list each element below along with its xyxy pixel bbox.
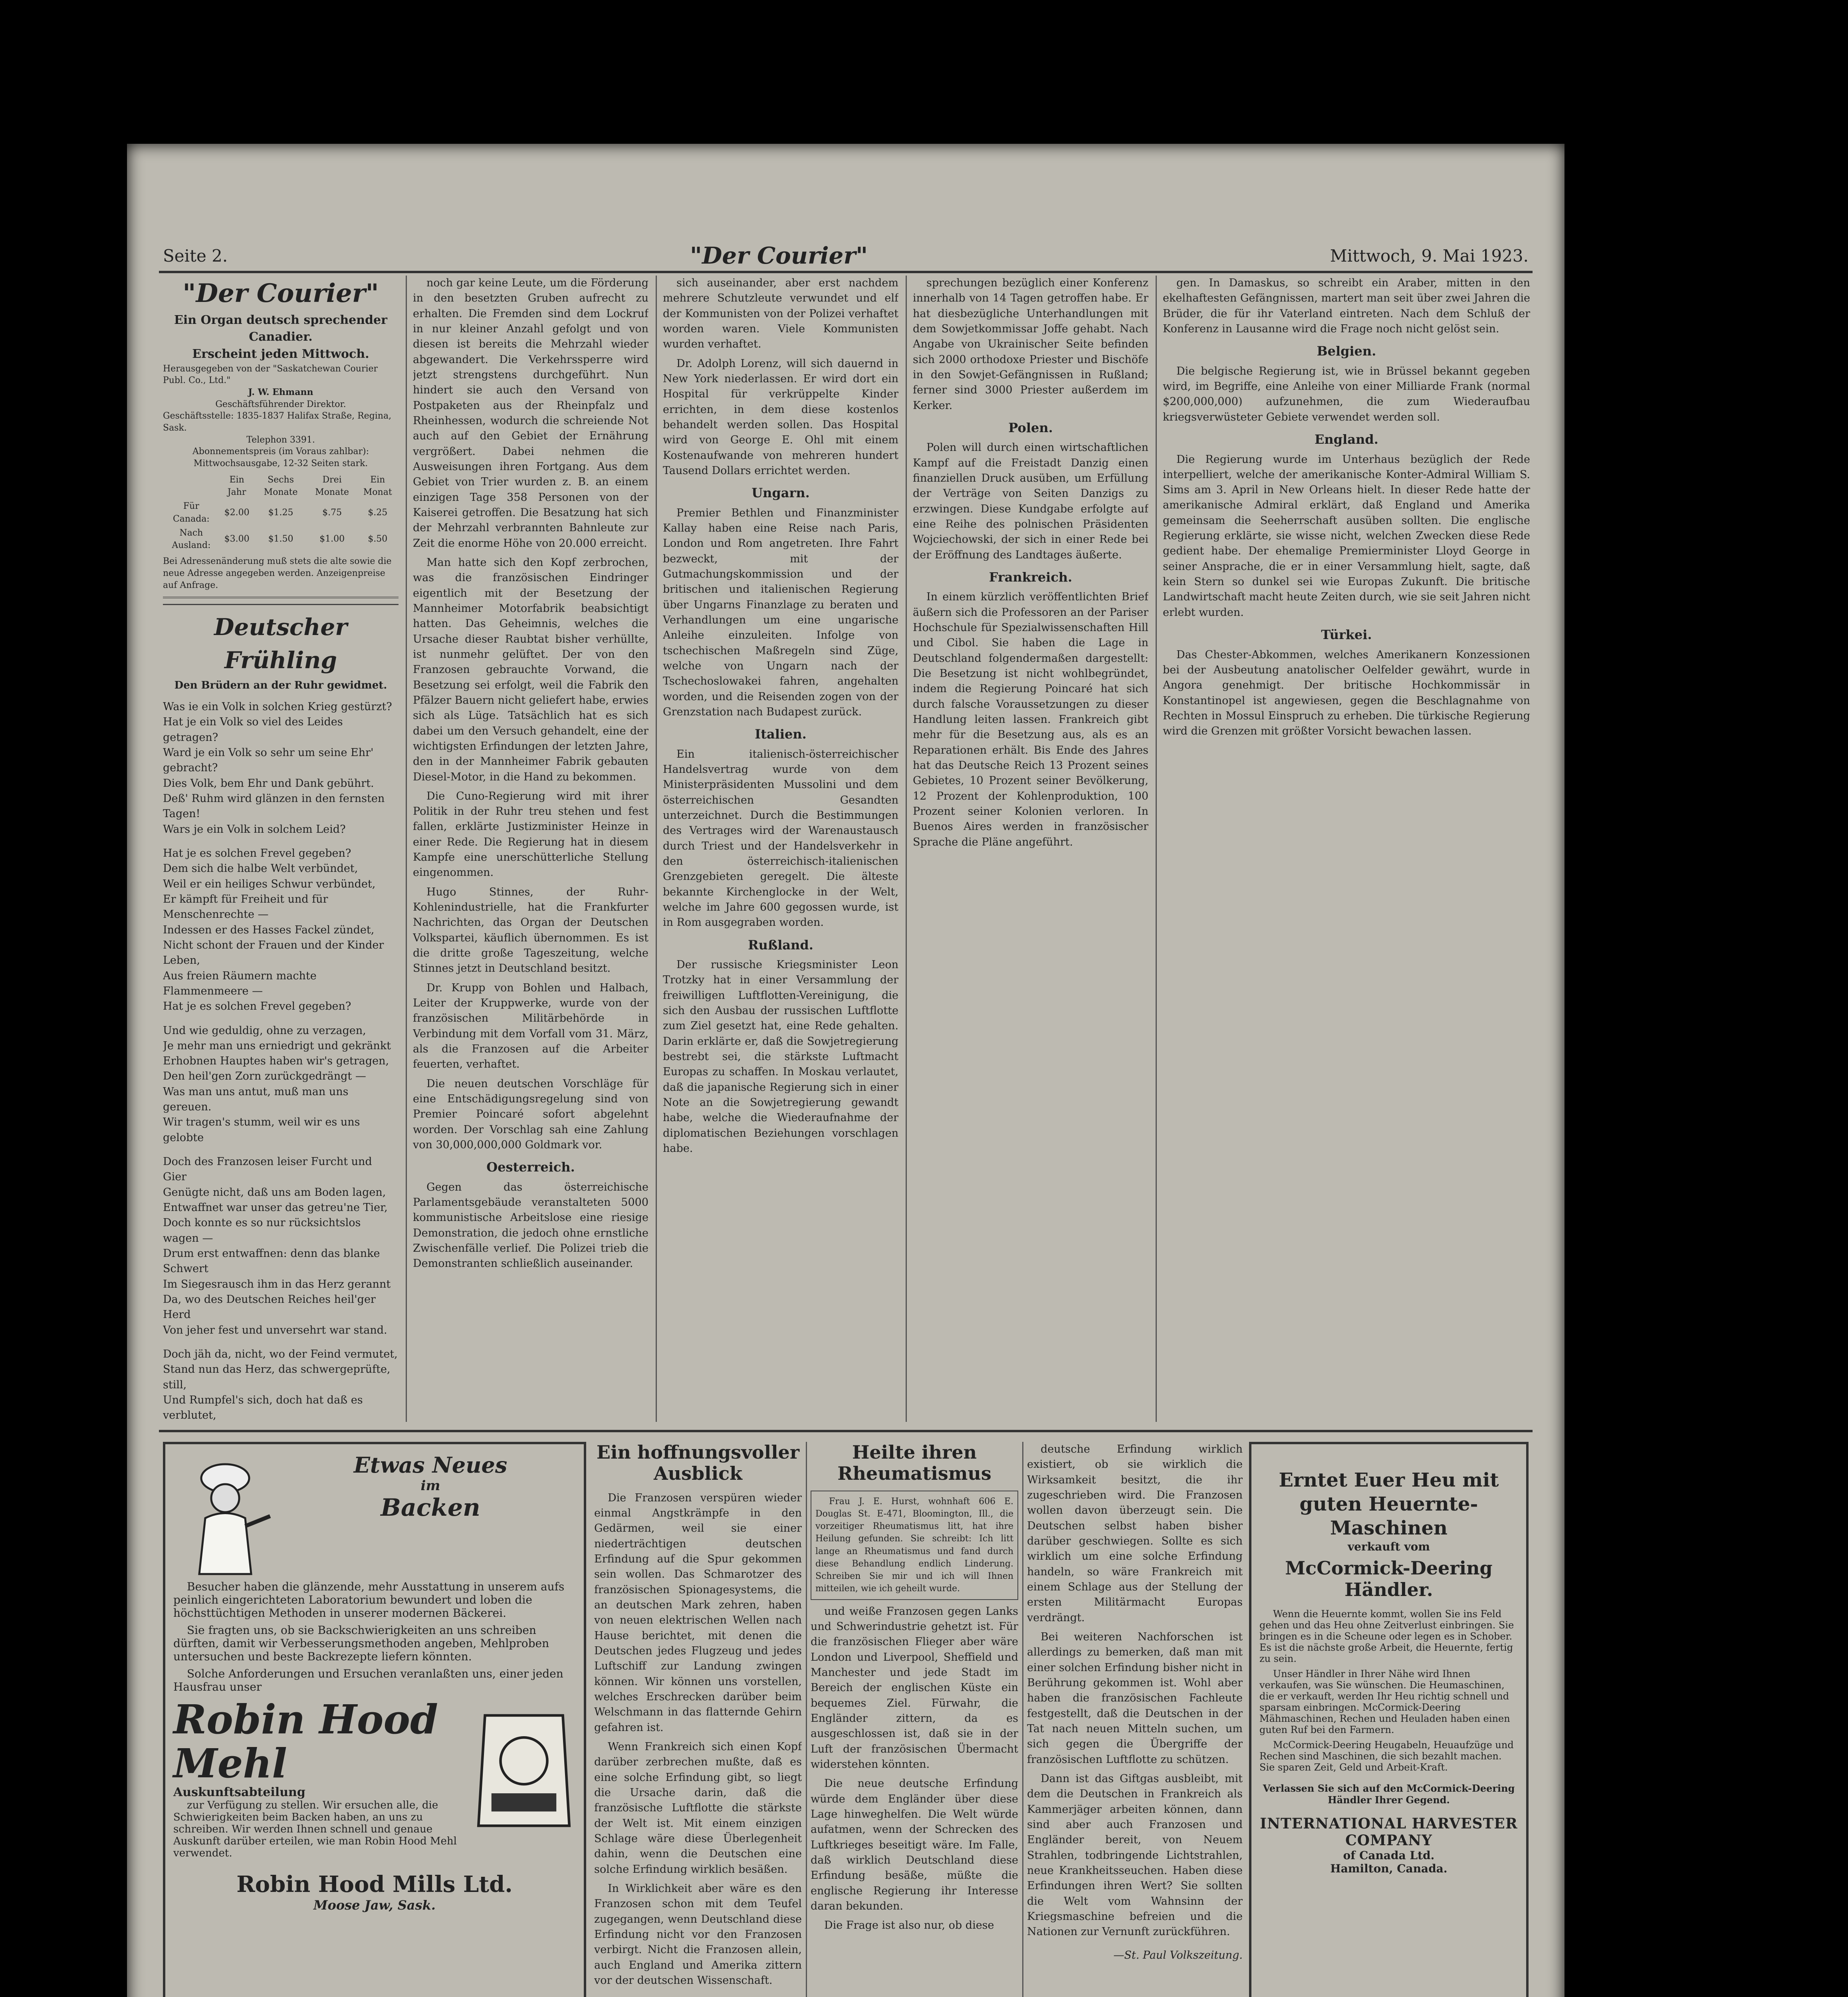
paragraph: Die Cuno-Regierung wird mit ihrer Politik in der Ruhr treu stehen und fest fallen, erklärte Justizminister Heinze in einer Rede. Die Regierung hat in diesem Kampfe eine unerschütterliche Stellung eingenommen. xyxy=(413,790,648,879)
column-5 xyxy=(1163,276,1530,1422)
poem-line: Entwaffnet war unser das getreu'ne Tier, xyxy=(163,1201,388,1214)
section-rule xyxy=(159,1430,1533,1432)
section-russland: Rußland. xyxy=(748,937,813,953)
table-cell: $1.25 xyxy=(268,507,293,518)
header-rule xyxy=(159,271,1533,273)
poem-line: Stand nun das Herz, das schwergeprüfte, still, xyxy=(163,1363,391,1391)
paragraph: Gegen das österreichische Parlamentsgebäude veranstalteten 5000 kommunistische Arbeitslose eine riesige Demonstration, die jedoch ohne ernstliche Zwischenfälle verlief. Die Polizei trieb die Demonstranten schließlich auseinander. xyxy=(413,1181,648,1270)
ad-intro: Besucher haben die glänzende, mehr Ausstattung in unserem aufs peinlich eingerichteten Laboratorium bewundert und loben die höchsttüchtigen Methoden in unserer modernen Bäckerei. xyxy=(173,1580,565,1620)
page-number: Seite 2. xyxy=(163,246,228,266)
ad-body-2: Solche Anforderungen und Ersuchen veranlaßten uns, einer jeden Hausfrau unser xyxy=(173,1667,563,1693)
poem-line: Im Siegesrausch ihm in das Herz gerannt xyxy=(163,1278,391,1290)
paragraph: Wenn Frankreich sich einen Kopf darüber zerbrechen mußte, daß es eine solche Erfindung gibt, so liegt die Ursache darin, daß die französische Luftflotte die stärkste der Welt ist. Mit einem einzigen Schlage wäre diese Überlegenheit dahin, wenn die Deutschen eine solche Erfindung wirklich besäßen. xyxy=(594,1741,802,1876)
poem-line: Was man uns antut, muß man uns gereuen. xyxy=(163,1085,349,1114)
section-england: England. xyxy=(1315,432,1378,447)
article-signature: —St. Paul Volkszeitung. xyxy=(1113,1949,1243,1961)
article-erfindung xyxy=(1027,1442,1243,1997)
poem-line: Und Rumpfel's sich, doch hat daß es verblutet, xyxy=(163,1394,363,1422)
paragraph: gen. In Damaskus, so schreibt ein Araber, mitten in den ekelhaftesten Gefängnissen, martert man seit über zwei Jahren die Brüder, die für ihr Vaterland eintreten. Nach dem Schluß der Konferenz in Lausanne wird die Frage noch nicht gelöst sein. xyxy=(1163,277,1530,335)
heu-body-2: Unser Händler in Ihrer Nähe wird Ihnen verkaufen, was Sie wünschen. Die Heumaschinen, die er verkauft, werden Ihr Heu richtig schnell und sparsam einbringen. McCormick-Deering Mähmaschinen, Rechen und Heuladen haben einen guten Ruf bei den Farmern. xyxy=(1259,1668,1510,1735)
poem-line: Hat je ein Volk so viel des Leides getragen? xyxy=(163,716,343,744)
table-cell: Für Canada: xyxy=(173,501,210,524)
paragraph: Dr. Adolph Lorenz, will sich dauernd in New York niederlassen. Er wird dort ein Hospital für verkrüppelte Kinder errichten, in dem diese kostenlos behandelt werden sollen. Das Hospital wird von George E. Ohl mit einem Kostenaufwande von mehreren hundert Tausend Dollars errichtet werden. xyxy=(663,357,898,477)
heu-sub: verkauft vom xyxy=(1347,1540,1430,1553)
poem-line: Wars je ein Volk in solchem Leid? xyxy=(163,823,346,836)
paragraph: In Wirklichkeit aber wäre es den Franzosen schon mit dem Teufel zugegangen, wenn Deutschland diese Erfindung nicht vor den Franzosen verbirgt. Nicht die Franzosen allein, auch England und Amerika zittern vor der deutschen Wissenschaft. xyxy=(594,1882,802,1987)
paragraph: In einem kürzlich veröffentlichten Brief äußern sich die Professoren an der Pariser Hochschule für Spezialwissenschaften Hill und Cibol. Sie haben die Lage in Deutschland folgendermaßen dargestellt: Die Besetzung ist nicht wohlbegründet, indem die Regierung Poincaré hat sich durch falsche Voraussetzungen zu dieser Handlung leiten lassen. Frankreich gibt mehr für die Besetzung aus, als es an Reparationen erhält. Bis Ende des Jahres hat das Deutsche Reich 13 Prozent seines Gebietes, 10 Prozent seiner Bevölkerung, 12 Prozent der Kohlenproduktion, 100 Prozent seiner Kolonien verloren. In Buenos Aires werden in französischer Sprache die Pläne angeführt. xyxy=(913,591,1148,848)
poem-stanza xyxy=(163,846,399,1014)
column-divider xyxy=(1156,276,1157,1422)
section-ungarn: Ungarn. xyxy=(751,485,810,501)
paragraph: Die belgische Regierung ist, wie in Brüssel bekannt gegeben wird, im Begriffe, eine Anleihe von einer Milliarde Frank (normal $200,000,000) aufzunehmen, die zum Wiederaufbau kriegsverwüsteter Gebiete verwendet werden soll. xyxy=(1163,365,1530,423)
table-cell: $.50 xyxy=(368,534,388,544)
paragraph: Hugo Stinnes, der Ruhr-Kohlenindustrielle, hat die Frankfurter Nachrichten, das Organ der Deutschen Volkspartei, käuflich übernommen. Es ist die dritte große Tageszeitung, welche Stinnes jetzt in Deutschland besitzt. xyxy=(413,885,648,975)
table-cell: Sechs Monate xyxy=(264,474,298,498)
poem-stanza xyxy=(163,1347,399,1422)
article-rheumatismus xyxy=(811,1442,1018,1997)
table-row xyxy=(163,526,399,552)
section-polen: Polen. xyxy=(1008,420,1053,435)
poem-line: Dem sich die halbe Welt verbündet, xyxy=(163,862,358,875)
masthead-editor: J. W. Ehmann xyxy=(248,387,313,398)
heu-dealer: McCormick-Deering Händler. xyxy=(1285,1557,1493,1600)
column-2 xyxy=(413,276,648,1422)
column-1 xyxy=(163,276,399,1422)
heu-title: Erntet Euer Heu mit guten Heuernte-Maschinen xyxy=(1279,1469,1499,1539)
ad-title-line3: Backen xyxy=(381,1494,480,1522)
heu-company: INTERNATIONAL HARVESTER COMPANY xyxy=(1260,1815,1518,1849)
paragraph: Die neue deutsche Erfindung würde dem Engländer über diese Lage hinweghelfen. Die Welt würde aufatmen, wenn der Schrecken des Luftkrieges beseitigt wäre. Im Falle, daß wirklich Deutschland diese Erfindung besäße, müßte die englische Regierung ihr Interesse daran bekunden. xyxy=(811,1777,1018,1912)
robin-hood-ad xyxy=(163,1442,586,1997)
issue-date: Mittwoch, 9. Mai 1923. xyxy=(1330,246,1529,266)
masthead-office: Geschäftsstelle: 1835-1837 Halifax Straße, Regina, Sask. xyxy=(163,411,392,433)
table-cell: Nach Ausland: xyxy=(172,528,211,551)
paragraph: Der russische Kriegsminister Leon Trotzky hat in einer Versammlung der freiwilligen Luftflotten-Vereinigung, die sich den Ausbau der russischen Luftflotte zum Ziel gesetzt hat, eine Rede gehalten. Darin erklärte er, daß die Sowjetregierung bestrebt sei, die stärkste Luftmacht Europas zu schaffen. In Moskau verlautet, daß die japanische Regierung sich in einer Note an die Sowjetregierung gewandt habe, welche die Wiederaufnahme der diplomatischen Beziehungen vorschlagen habe. xyxy=(663,959,898,1155)
poem-line: Deß' Ruhm wird glänzen in den fernsten Tagen! xyxy=(163,792,385,820)
poem-line: Nicht schont der Frauen und der Kinder Leben, xyxy=(163,939,384,967)
rheuma-intro: Frau J. E. Hurst, wohnhaft 606 E. Douglas St. E-471, Bloomington, Ill., die vorzeitiger Rheumatismus litt, hat ihre Heilung gefunden. Sie schreibt: Ich litt lange an Rheumatismus und fand durch diese Behandlung endlich Linderung. Schreiben Sie mir und ich will Ihnen mitteilen, wie ich geheilt wurde. xyxy=(811,1491,1018,1600)
paragraph: Polen will durch einen wirtschaftlichen Kampf auf die Freistadt Danzig einen finanziellen Druck ausüben, um Erfüllung der Verträge von Seiten Danzigs zu erzwingen. Diese Kundgabe erfolgte auf eine Reihe des polnischen Präsidenten Wojciechowski, der sich in einer Rede bei der Eröffnung des Landtages äußerte. xyxy=(913,441,1148,561)
ad-city: Moose Jaw, Sask. xyxy=(313,1898,436,1913)
page-header xyxy=(163,244,1529,268)
table-cell: $1.50 xyxy=(268,534,293,544)
poem-line: Was ie ein Volk in solchen Krieg gestürzt? xyxy=(163,700,392,713)
newspaper-page xyxy=(127,144,1564,1997)
column-divider xyxy=(1022,1442,1023,1997)
ad-title-line1: Etwas Neues xyxy=(353,1452,508,1478)
article-ausblick xyxy=(594,1442,802,1997)
poem-line: Erhobnen Hauptes haben wir's getragen, xyxy=(163,1055,389,1068)
table-cell: Ein Monat xyxy=(363,474,392,498)
masthead-fine-print: Bei Adressenänderung muß stets die alte sowie die neue Adresse angegeben werden. Anzeigenpreise auf Anfrage. xyxy=(163,556,392,590)
table-cell: $.75 xyxy=(322,507,342,518)
chef-illustration-icon xyxy=(173,1456,277,1576)
poem-line: Aus freien Räumern machte Flammenmeere — xyxy=(163,969,317,997)
poem-line: Ward je ein Volk so sehr um seine Ehr' gebracht? xyxy=(163,746,374,774)
poem-line: Den heil'gen Zorn zurückgedrängt — xyxy=(163,1070,366,1083)
heu-company-2: of Canada Ltd. xyxy=(1343,1849,1435,1862)
column-divider xyxy=(406,276,407,1422)
poem-line: Doch jäh da, nicht, wo der Feind vermutet, xyxy=(163,1348,398,1361)
rheuma-title: Heilte ihren Rheumatismus xyxy=(837,1442,991,1484)
paragraph: sich auseinander, aber erst nachdem mehrere Schutzleute verwundet und elf der Kommunisten von der Polizei verhaftet worden waren. Viele Kommunisten wurden verhaftet. xyxy=(663,277,898,351)
section-frankreich: Frankreich. xyxy=(989,570,1073,585)
heu-body: Wenn die Heuernte kommt, wollen Sie ins Feld gehen und das Heu ohne Zeitverlust einbringen. Sie bringen es in die Scheune oder legen es in Schober. Es ist die nächste große Arbeit, die Heuernte, fertig zu sein. xyxy=(1259,1608,1514,1664)
poem-line: Von jeher fest und unversehrt war stand. xyxy=(163,1324,387,1336)
ad-brand: Robin Hood Mehl xyxy=(173,1696,438,1787)
poem-body xyxy=(163,699,399,1422)
section-belgien: Belgien. xyxy=(1317,343,1376,359)
newspaper-title: "Der Courier" xyxy=(690,242,868,269)
poem-line: Drum erst entwaffnen: denn das blanke Schwert xyxy=(163,1247,380,1275)
paragraph: Premier Bethlen und Finanzminister Kallay haben eine Reise nach Paris, London und Rom angetreten. Ihre Fahrt bezweckt, mit der Gutmachungskommission und der britischen und italienischen Regierung über Ungarns Finanzlage zu beraten und Verhandlungen um eine ungarische Anleihe einzuleiten. Infolge von tschechischen Maßregeln sind Züge, welche von Ungarn nach der Tschechoslowakei fahren, angehalten worden, und die Reisenden zogen von der Grenzstation nach Budapest zurück. xyxy=(663,506,898,718)
masthead-publisher: Herausgegeben von der "Saskatchewan Courier Publ. Co., Ltd." xyxy=(163,363,378,386)
section-oesterreich: Oesterreich. xyxy=(486,1159,575,1175)
ad-department-text: zur Verfügung zu stellen. Wir ersuchen alle, die Schwierigkeiten beim Backen haben, an uns zu schreiben. Wir werden Ihnen schnell und genaue Auskunft darüber erteilen, wie man Robin Hood Mehl verwendet. xyxy=(173,1799,457,1859)
heu-city: Hamilton, Canada. xyxy=(1330,1862,1447,1875)
poem-line: Doch des Franzosen leiser Furcht und Gier xyxy=(163,1155,372,1183)
column-3 xyxy=(663,276,898,1422)
article-title: Ein hoffnungsvoller Ausblick xyxy=(596,1442,800,1484)
paragraph: Bei weiteren Nachforschen ist allerdings zu bemerken, daß man mit einer solchen Erfindung bisher nicht in Berührung gekommen ist. Wohl aber haben die französischen Fachleute festgestellt, daß die Deutschen in der Tat nach neuen Mitteln suchen, um sich gegen die Übergriffe der französischen Luftflotte zu schützen. xyxy=(1027,1630,1243,1766)
poem-stanza xyxy=(163,699,399,837)
paragraph: Dann ist das Giftgas ausbleibt, mit dem die Deutschen in Frankreich als Kammerjäger arbeiten können, dann sind aber auch Franzosen und Engländer bereit, von Neuem Strahlen, todbringende Lichtstrahlen, neue Krankheitsseuchen. Haben diese Erfindungen ihren Wert? Sie sollten die Welt vom Wahnsinn der Kriegsmaschine befreien und die Nationen zur Vernunft zurückführen. xyxy=(1027,1772,1243,1938)
column-4 xyxy=(913,276,1148,1422)
section-italien: Italien. xyxy=(755,727,807,742)
table-cell: $2.00 xyxy=(224,507,250,518)
paragraph: Die Franzosen verspüren wieder einmal Angstkrämpfe in den Gedärmen, weil sie einer niederträchtigen deutschen Erfindung auf die Spur gekommen sein wollen. Das Schmarotzer des französischen Spionagesystems, die an deutschen Mark zehren, haben von neuen elektrischen Wellen nach Hause berichtet, mit denen die Deutschen jedes Flugzeug und jedes Luftschiff zur Landung zwingen können. Wir können uns vorstellen, welches Erschrecken darüber beim Welschmann in das flatternde Gehirn gefahren ist. xyxy=(594,1491,802,1734)
poem-line: Wir tragen's stumm, weil wir es uns gelobte xyxy=(163,1116,360,1144)
paragraph: deutsche Erfindung wirklich existiert, ob sie wirklich die Wirksamkeit besitzt, die ihr zugeschrieben wird. Die Franzosen wollen davon überzeugt sein. Die Deutschen selbst haben bisher darüber geschwiegen. Sollte es sich wirklich um eine solche Erfindung handeln, so wäre Frankreich mit einem Schlage aus der Stellung der ersten Militärmacht Europas verdrängt. xyxy=(1027,1443,1243,1624)
paragraph: Die Regierung wurde im Unterhaus bezüglich der Rede interpelliert, welche der amerikanische Konter-Admiral William S. Sims am 3. April in New Orleans hielt. In dieser Rede hatte der amerikanische Admiral erklärt, daß England und Amerika gemeinsam die Seeherrschaft ausüben sollten. Die englische Regierung erklärte, sie wisse nicht, welchen Zwecken diese Rede gedient habe. Der ehemalige Premierminister Lloyd George in seiner Ansprache, die er in einer Versammlung hielt, sagte, daß kein Stern so dunkel sei wie Europas Zukunft. Die britische Landwirtschaft macht heute Zeiten durch, wie sie seit Jahren nicht erlebt wurden. xyxy=(1163,453,1530,619)
poem-line: Indessen er des Hasses Fackel zündet, xyxy=(163,923,375,936)
masthead-frequency: Erscheint jeden Mittwoch. xyxy=(192,347,369,361)
poem-title: Deutscher Frühling xyxy=(163,604,399,677)
poem-line: Hat je es solchen Frevel gegeben? xyxy=(163,847,351,860)
ad-title-line2: im xyxy=(420,1478,440,1494)
poem-line: Hat je es solchen Frevel gegeben? xyxy=(163,1000,351,1013)
column-divider xyxy=(906,276,907,1422)
masthead-phone: Telephon 3391. xyxy=(246,435,315,445)
column-divider xyxy=(806,1442,807,1997)
paragraph: noch gar keine Leute, um die Förderung in den besetzten Gruben aufrecht zu erhalten. Die Fremden sind dem Lockruf in nur kleiner Anzahl gefolgt und von diesen ist bereits die Mehrzahl wieder abgewandert. Die Verkehrssperre wird jetzt strengstens durchgeführt. Nun hindert sie auch den Versand von Postpaketen aus der Rheinpfalz und Rheinhessen, wodurch die schreiende Not auch auf den Gebiet der Ernährung vergrößert. Dabei nehmen die Ausweisungen ihren Fortgang. Aus dem Gebiet von Trier wurden z. B. an einem einzigen Tage 358 Personen von der Kaiserei getroffen. Die Besatzung hat sich der Mehrzahl verbrannten Bahnleute zur Zeit die enorme Höhe von 20.000 erreicht. xyxy=(413,277,648,550)
masthead-ad-note: Mittwochsausgabe, 12-32 Seiten stark. xyxy=(193,459,368,469)
paragraph: Die Frage ist also nur, ob diese xyxy=(824,1919,994,1932)
poem-stanza xyxy=(163,1154,399,1338)
table-cell: Ein Jahr xyxy=(227,474,246,498)
masthead-manager: Geschäftsführender Direktor. xyxy=(215,399,346,409)
column-divider xyxy=(656,276,657,1422)
subscription-table xyxy=(163,473,399,552)
table-row xyxy=(163,499,399,526)
poem-line: Genügte nicht, daß uns am Boden lagen, xyxy=(163,1186,386,1199)
masthead xyxy=(163,276,399,598)
section-tuerkei: Türkei. xyxy=(1321,627,1372,643)
table-cell: $3.00 xyxy=(224,534,250,544)
heu-cta: Verlassen Sie sich auf den McCormick-Deering Händler Ihrer Gegend. xyxy=(1263,1783,1515,1806)
paragraph: und weiße Franzosen gegen Lanks und Schwerindustrie gehetzt ist. Für die französischen Flieger aber wäre London und Liverpool, Sheffield und Manchester und jede Stadt im Bereich der englischen Küste ein bequemes Ziel. Fürwahr, die Engländer zittern, da es ausgeschlossen ist, daß sie in der Luft der französischen Übermacht widerstehen könnten. xyxy=(811,1605,1018,1771)
masthead-prices-note: Abonnementspreis (im Voraus zahlbar): xyxy=(192,447,369,457)
paragraph: Ein italienisch-österreichischer Handelsvertrag wurde von dem Ministerpräsidenten Mussolini und dem österreichischen Gesandten unterzeichnet. Durch die Bestimmungen des Vertrages wird der Warenaustausch durch Triest und der Handelsverkehr in den österreichisch-italienischen Grenzgebieten geregelt. Die älteste bekannte Kirchenglocke in der Welt, welche im Jahre 600 gegossen wurde, ist in Rom ausgegraben worden. xyxy=(663,748,898,929)
paragraph: Dr. Krupp von Bohlen und Halbach, Leiter der Kruppwerke, wurde von der französischen Militärbehörde in Verbindung mit dem Vorfall vom 31. März, als die Franzosen auf die Arbeiter feuerten, verhaftet. xyxy=(413,981,648,1071)
poem-line: Dies Volk, bem Ehr und Dank gebührt. xyxy=(163,777,374,790)
subscription-header-row xyxy=(163,473,399,499)
table-cell: $1.00 xyxy=(319,534,345,544)
table-cell: $.25 xyxy=(368,507,388,518)
paragraph: Das Chester-Abkommen, welches Amerikanern Konzessionen bei der Ausbeutung anatolischer Oelfelder gewährt, wurde in Angora genehmigt. Der britische Hochkommissär in Konstantinopel ist angewiesen, gegen die Beschlagnahme von Rechten in Mossul Einspruch zu erheben. Die türkische Regierung wird die Grenzen mit größter Vorsicht bewachen lassen. xyxy=(1163,648,1530,738)
heu-body-3: McCormick-Deering Heugabeln, Heuaufzüge und Rechen sind Maschinen, die sich bezahlt machen. Sie sparen Zeit, Geld und Arbeit-Kraft. xyxy=(1259,1739,1514,1773)
poem-line: Doch konnte es so nur rücksichtslos wagen — xyxy=(163,1217,361,1245)
poem-line: Er kämpft für Freiheit und für Menschenrechte — xyxy=(163,893,328,921)
table-cell: Drei Monate xyxy=(315,474,349,498)
poem-dedication: Den Brüdern an der Ruhr gewidmet. xyxy=(174,679,387,692)
ad-company: Robin Hood Mills Ltd. xyxy=(236,1871,513,1898)
table-cell xyxy=(163,473,220,499)
paragraph: Man hatte sich den Kopf zerbrochen, was die französischen Eindringer eigentlich mit der Besetzung der Mannheimer Motorfabrik beabsichtigt hatten. Das Geheimnis, welches die Ursache dieser Raubtat bisher verhüllte, ist nunmehr gelüftet. Der von den Franzosen gebrauchte Vorwand, die Besetzung sei erfolgt, weil die Fabrik den Pfälzer Bauern nicht geliefert habe, erwies sich als Lüge. Tatsächlich hat es sich dabei um den Versuch gehandelt, eine der wichtigsten Erfindungen der letzten Jahre, den in der Mannheimer Fabrik gebauten Diesel-Motor, in die Hand zu bekommen. xyxy=(413,556,648,783)
ad-department: Auskunftsabteilung xyxy=(173,1785,305,1799)
paragraph: sprechungen bezüglich einer Konferenz innerhalb von 14 Tagen getroffen habe. Er hat diesbezügliche Unterhandlungen mit dem Sowjetkommissar Joffe gehabt. Nach Angabe von Ukrainischer Seite befinden sich 2000 orthodoxe Priester und Bischöfe in den Sowjet-Gefängnissen in Rußland; ferner sind 3000 Priester außerdem im Kerker. xyxy=(913,277,1148,412)
poem-line: Je mehr man uns erniedrigt und gekränkt xyxy=(163,1039,391,1052)
poem-stanza xyxy=(163,1023,399,1146)
masthead-tagline: Ein Organ deutsch sprechender Canadier. xyxy=(174,313,387,344)
ad-body: Sie fragten uns, ob sie Backschwierigkeiten an uns schreiben dürften, damit wir Verbesserungsmethoden angeben, Mehlproben untersuchen und beste Backrezepte liefern könnten. xyxy=(173,1624,549,1663)
paragraph: Die neuen deutschen Vorschläge für eine Entschädigungsregelung sind von Premier Poincaré sofort abgelehnt worden. Der Vorschlag sah eine Zahlung von 30,000,000,000 Goldmark vor. xyxy=(413,1077,648,1151)
poem-line: Und wie geduldig, ohne zu verzagen, xyxy=(163,1024,366,1037)
heuernte-ad xyxy=(1249,1442,1529,1997)
masthead-title: "Der Courier" xyxy=(182,278,379,308)
flour-sack-icon xyxy=(472,1701,576,1833)
poem-line: Da, wo des Deutschen Reiches heil'ger Herd xyxy=(163,1293,376,1321)
poem-line: Weil er ein heiliges Schwur verbündet, xyxy=(163,877,376,890)
